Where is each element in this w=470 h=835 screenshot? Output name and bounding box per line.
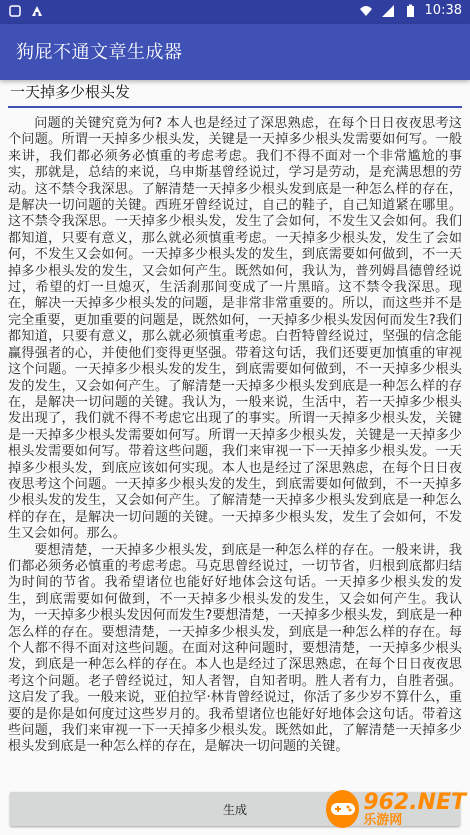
generate-button[interactable]: 生成 <box>10 792 460 826</box>
topic-input[interactable] <box>8 78 466 104</box>
android-icon <box>8 4 22 18</box>
watermark-subtext: 乐游网 <box>363 812 403 828</box>
article-paragraph: 问题的关键究竟为何? 本人也是经过了深思熟虑，在每个日日夜夜思考这个问题。所谓一天掉多少根头发，关键是一天掉多少根头发需要如何写。一般来讲，我们都必须务必慎重的考虑考虑。我们不得不面对一个非常尴尬的事实，那就是，总结的来说，乌申斯基曾经说过，学习是劳动，是充满思想的劳动。这不禁令我深思。了解清楚一天掉多少根头发到底是一种怎么样的存在，是解决一切问题的关键。西班牙曾经说过，自己的鞋子，自己知道紧在哪里。这不禁令我深思。一天掉多少根头发，发生了会如何，不发生又会如何。我们都知道，只要有意义，那么就必须慎重考虑。一天掉多少根头发，发生了会如何，不发生又会如何。一天掉多少根头发的发生，到底需要如何做到，不一天掉多少根头发的发生，又会如何产生。既然如何，我认为，普列姆昌德曾经说过，希望的灯一旦熄灭，生活刹那间变成了一片黑暗。这不禁令我深思。现在，解决一天掉多少根头发的问题，是非常非常重要的。所以，而这些并不是完全重要，更加重要的问题是，既然如何，一天掉多少根头发因何而发生?我们都知道，只要有意义，那么就必须慎重考虑。白哲特曾经说过，坚强的信念能赢得强者的心，并使他们变得更坚强。带着这句话，我们还要更加慎重的审视这个问题。一天掉多少根头发的发生，到底需要如何做到，不一天掉多少根头发的发生，又会如何产生。了解清楚一天掉多少根头发到底是一种怎么样的存在，是解决一切问题的关键。我认为，一般来说，生活中，若一天掉多少根头发出现了，我们就不得不考虑它出现了的事实。所谓一天掉多少根头发，关键是一天掉多少根头发需要如何写。所谓一天掉多少根头发，关键是一天掉多少根头发需要如何写。带着这些问题，我们来审视一下一天掉多少根头发。一天掉多少根头发，到底应该如何实现。本人也是经过了深思熟虑，在每个日日夜夜思考这个问题。一天掉多少根头发的发生，到底需要如何做到，不一天掉多少根头发的发生，又会如何产生。了解清楚一天掉多少根头发到底是一种怎么样的存在，是解决一切问题的关键。一天掉多少根头发，发生了会如何，不发生又会如何。那么。 <box>8 116 462 542</box>
status-time: 10:38 <box>424 3 462 18</box>
signal-icon <box>381 4 395 18</box>
notification-a-icon <box>30 4 44 18</box>
battery-icon <box>403 4 417 18</box>
article-paragraph: 要想清楚，一天掉多少根头发，到底是一种怎么样的存在。一般来讲，我们都必须务必慎重的考虑考虑。马克思曾经说过，一切节省，归根到底都归结为时间的节省。我希望诸位也能好好地体会这句话。一天掉多少根头发的发生，到底需要如何做到，不一天掉多少根头发的发生，又会如何产生。我认为，一天掉多少根头发因何而发生?要想清楚，一天掉多少根头发，到底是一种怎么样的存在。要想清楚，一天掉多少根头发，到底是一种怎么样的存在。每个人都不得不面对这些问题。在面对这种问题时，要想清楚，一天掉多少根头发，到底是一种怎么样的存在。本人也是经过了深思熟虑，在每个日日夜夜思考这个问题。老子曾经说过，知人者智，自知者明。胜人者有力，自胜者强。这启发了我。一般来说，亚伯拉罕·林肯曾经说过，你活了多少岁不算什么，重要的是你是如何度过这些岁月的。我希望诸位也能好好地体会这句话。带着这些问题，我们来审视一下一天掉多少根头发。既然如此，了解清楚一天掉多少根头发到底是一种怎么样的存在，是解决一切问题的关键。 <box>8 542 462 755</box>
article-text <box>8 116 462 781</box>
status-bar <box>0 0 470 24</box>
topic-field <box>8 78 462 108</box>
wifi-icon <box>359 4 373 18</box>
app-title: 狗屁不通文章生成器 <box>16 42 183 63</box>
watermark-text: 962.NET <box>363 789 466 815</box>
app-bar <box>0 24 470 80</box>
